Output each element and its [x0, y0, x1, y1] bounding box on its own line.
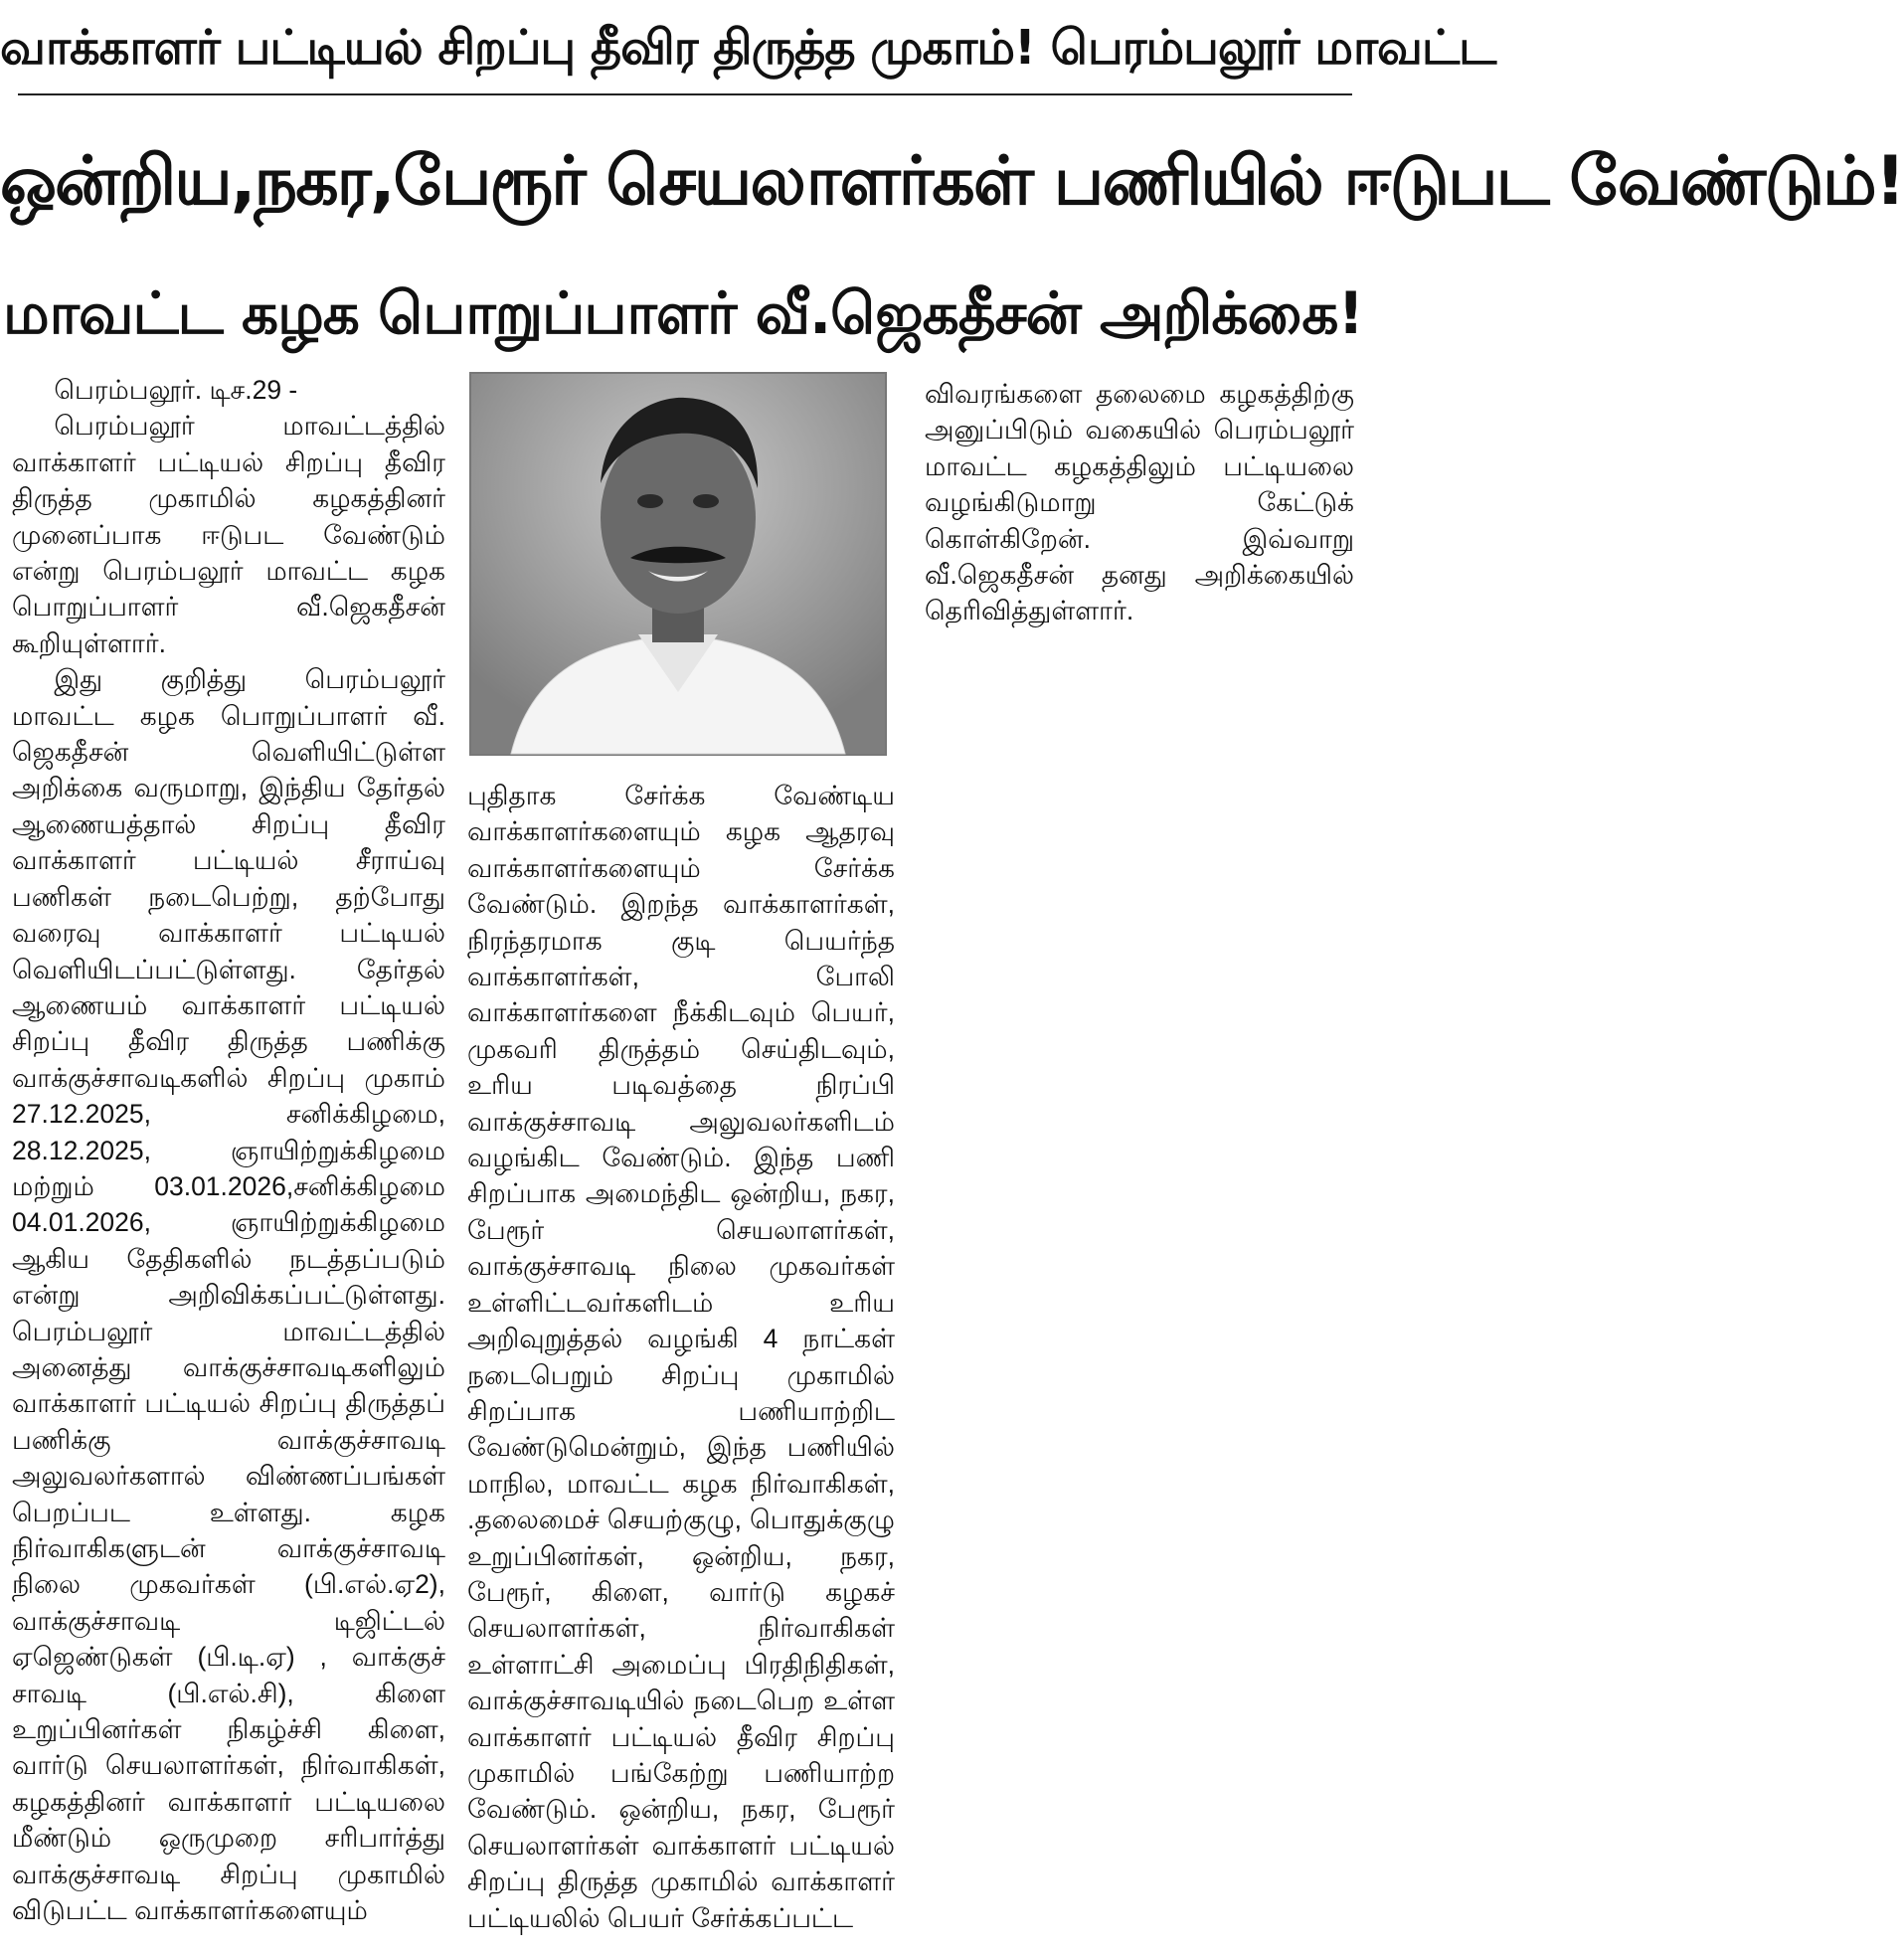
article-column-3 [925, 376, 1354, 1943]
subheadline: மாவட்ட கழக பொறுப்பாளர் வீ.ஜெகதீசன் அறிக்கை! [3, 279, 1363, 347]
kicker-title: வாக்காளர் பட்டியல் சிறப்பு தீவிர திருத்த முகாம்! பெரம்பலூர் மாவட்ட [0, 20, 1496, 76]
article-column-1 [12, 372, 445, 1943]
headline: ஒன்றிய,நகர,பேரூர் செயலாளர்கள் பணியில் ஈடுபட வேண்டும்! [0, 142, 1904, 221]
article-body-continued: விவரங்களை தலைமை கழகத்திற்கு அனுப்பிடும் வகையில் பெரம்பலூர் மாவட்ட கழகத்திலும் பட்டியலை வழங்கிடுமாறு கேட்டுக் கொள்கிறேன். இவ்வாறு வீ.ஜெகதீசன் தனது அறிக்கையில் தெரிவித்துள்ளார். [925, 379, 1354, 626]
article-paragraph: பெரம்பலூர் மாவட்டத்தில் வாக்காளர் பட்டியல் சிறப்பு தீவிர திருத்த முகாமில் கழகத்தினர் முனைப்பாக ஈடுபட வேண்டும் என்று பெரம்பலூர் மாவட்ட கழக பொறுப்பாளர் வீ.ஜெகதீசன் கூறியுள்ளார். [12, 411, 445, 658]
portrait-photo [469, 372, 887, 756]
article-body: இது குறித்து பெரம்பலூர் மாவட்ட கழக பொறுப்பாளர் வீ. ஜெகதீசன் வெளியிட்டுள்ள அறிக்கை வருமாறு, இந்திய தேர்தல் ஆணையத்தால் சிறப்பு தீவிர வாக்காளர் பட்டியல் சீராய்வு பணிகள் நடைபெற்று, தற்போது வரைவு வாக்காளர் பட்டியல் வெளியிடப்பட்டுள்ளது. தேர்தல் ஆணையம் வாக்காளர் பட்டியல் சிறப்பு தீவிர திருத்த பணிக்கு வாக்குச்சாவடிகளில் சிறப்பு முகாம் 27.12.2025, சனிக்கிழமை, 28.12.2025, ஞாயிற்றுக்கிழமை மற்றும் 03.01.2026,சனிக்கிழமை 04.01.2026, ஞாயிற்றுக்கிழமை ஆகிய தேதிகளில் நடத்தப்படும் என்று அறிவிக்கப்பட்டுள்ளது. பெரம்பலூர் மாவட்டத்தில் அனைத்து வாக்குச்சாவடிகளிலும் வாக்காளர் பட்டியல் சிறப்பு திருத்தப் பணிக்கு வாக்குச்சாவடி அலுவலர்களால் விண்ணப்பங்கள் பெறப்பட உள்ளது. கழக நிர்வாகிகளுடன் வாக்குச்சாவடி நிலை முகவர்கள் (பி.எல்.ஏ2), வாக்குச்சாவடி டிஜிட்டல் ஏஜெண்டுகள் (பி.டி.ஏ) , வாக்குச் சாவடி (பி.எல்.சி), கிளை உறுப்பினர்கள் நிகழ்ச்சி கிளை, வார்டு செயலாளர்கள், நிர்வாகிகள், கழகத்தினர் வாக்காளர் பட்டியலை மீண்டும் ஒருமுறை சரிபார்த்து வாக்குச்சாவடி சிறப்பு முகாமில் விடுபட்ட வாக்காளர்களையும் [12, 664, 445, 1926]
article-column-2 [467, 778, 895, 1943]
title-divider [18, 93, 1352, 95]
article-body-continued: புதிதாக சேர்க்க வேண்டிய வாக்காளர்களையும் கழக ஆதரவு வாக்காளர்களையும் சேர்க்க வேண்டும். இறந்த வாக்காளர்கள், நிரந்தரமாக குடி பெயர்ந்த வாக்காளர்கள், போலி வாக்காளர்களை நீக்கிடவும் பெயர், முகவரி திருத்தம் செய்திடவும், உரிய படிவத்தை நிரப்பி வாக்குச்சாவடி அலுவலர்களிடம் வழங்கிட வேண்டும். இந்த பணி சிறப்பாக அமைந்திட ஒன்றிய, நகர, பேரூர் செயலாளர்கள், வாக்குச்சாவடி நிலை முகவர்கள் உள்ளிட்டவர்களிடம் உரிய அறிவுறுத்தல் வழங்கி 4 நாட்கள் நடைபெறும் சிறப்பு முகாமில் சிறப்பாக பணியாற்றிட வேண்டுமென்றும், இந்த பணியில் மாநில, மாவட்ட கழக நிர்வாகிகள், .தலைமைச் செயற்குழு, பொதுக்குழு உறுப்பினர்கள், ஒன்றிய, நகர, பேரூர், கிளை, வார்டு கழகச் செயலாளர்கள், நிர்வாகிகள் உள்ளாட்சி அமைப்பு பிரதிநிதிகள், வாக்குச்சாவடியில் நடைபெற உள்ள வாக்காளர் பட்டியல் தீவிர சிறப்பு முகாமில் பங்கேற்று பணியாற்ற வேண்டும். ஒன்றிய, நகர, பேரூர் செயலாளர்கள் வாக்காளர் பட்டியல் சிறப்பு திருத்த முகாமில் வாக்காளர் பட்டியலில் பெயர் சேர்க்கப்பட்ட [467, 781, 895, 1933]
dateline: பெரம்பலூர். டிச.29 - [54, 375, 298, 405]
